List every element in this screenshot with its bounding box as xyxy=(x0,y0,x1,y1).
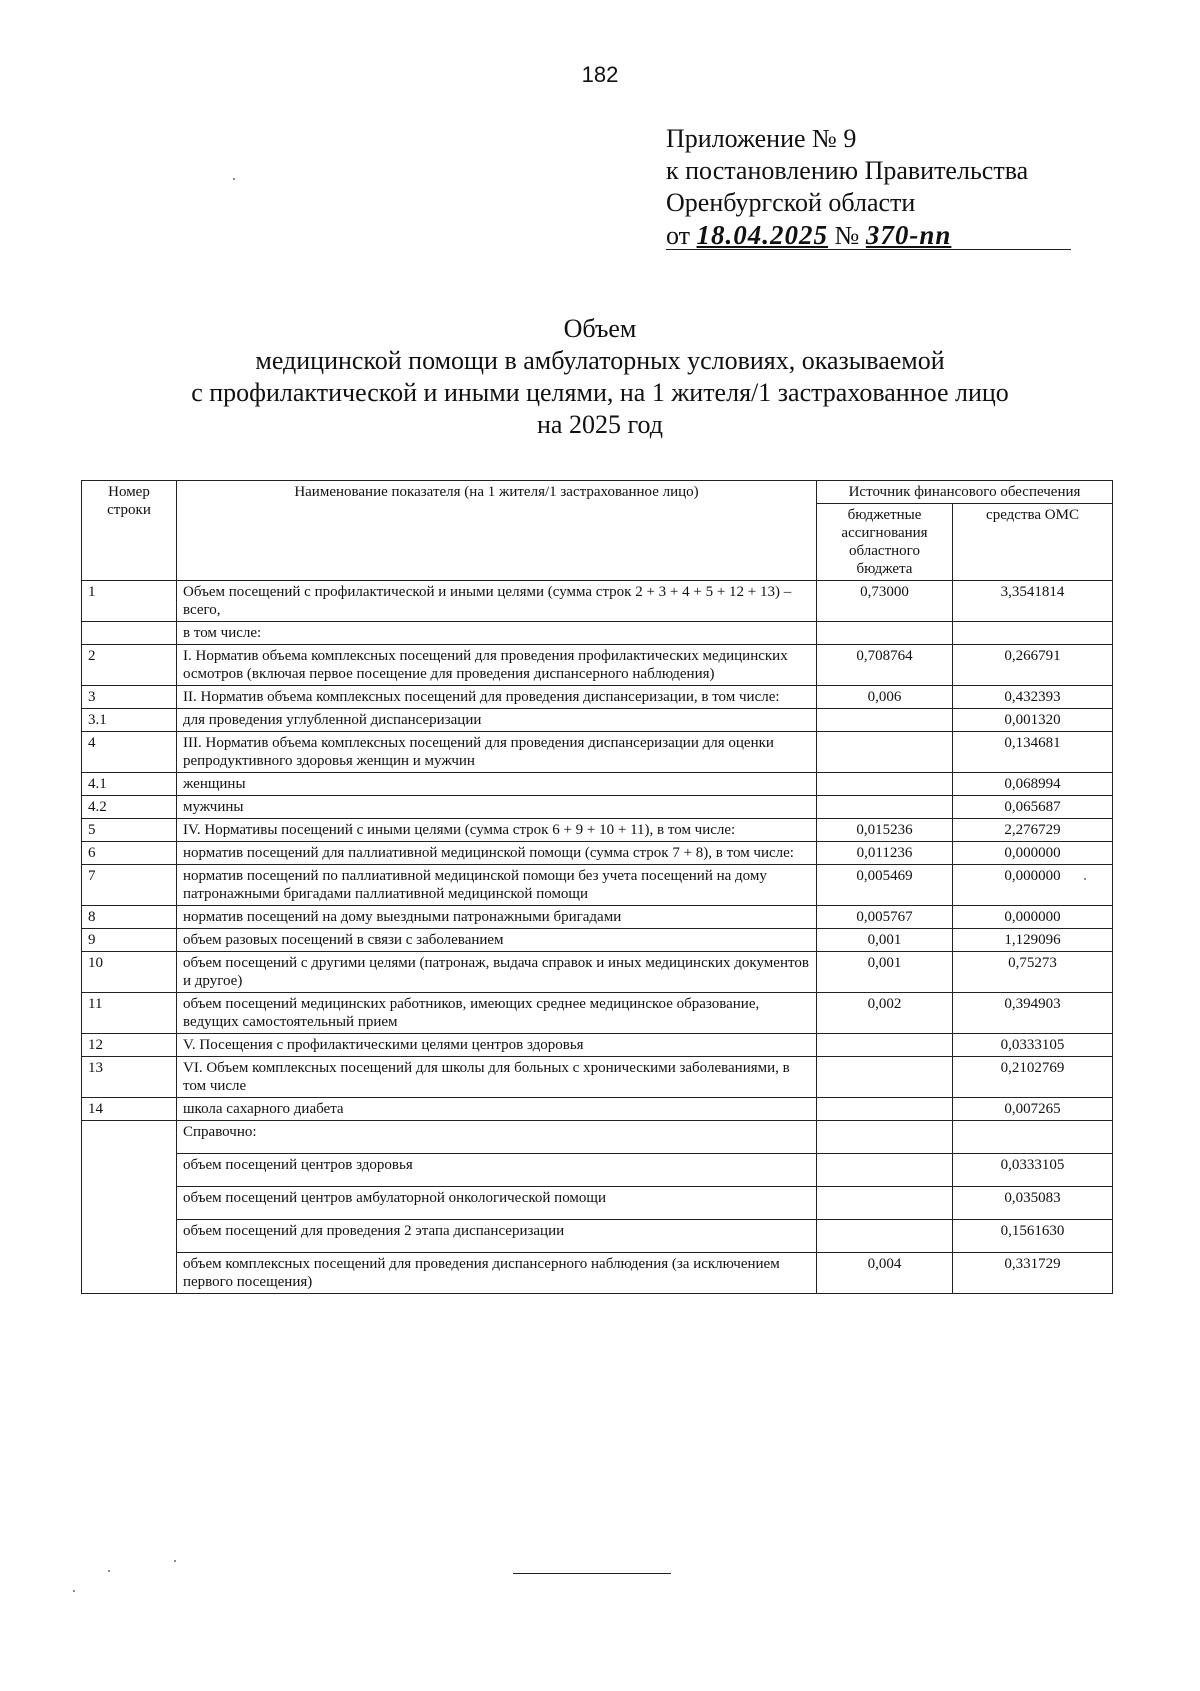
budget-value-cell xyxy=(817,1098,953,1121)
reference-oms-cell xyxy=(953,1121,1113,1154)
appendix-line-1: Приложение № 9 xyxy=(666,124,857,153)
scan-speck xyxy=(233,178,235,180)
budget-value-cell xyxy=(817,1034,953,1057)
reference-number-cell xyxy=(82,1121,177,1294)
table-row xyxy=(82,906,1113,929)
oms-value-cell: 0,068994 xyxy=(953,773,1113,796)
row-number-cell: 4.2 xyxy=(82,796,177,819)
table-row xyxy=(82,1034,1113,1057)
oms-value-cell: 0,394903 xyxy=(953,993,1113,1034)
handwritten-number: 370-пп xyxy=(865,220,952,250)
oms-value-cell: 0,266791 xyxy=(953,645,1113,686)
appendix-line-2: к постановлению Правительства xyxy=(666,156,1029,185)
oms-value-cell: 0,000000 xyxy=(953,842,1113,865)
title-line-3: с профилактической и иными целями, на 1 жителя/1 застрахованное лицо xyxy=(191,378,1009,407)
row-number-cell: 5 xyxy=(82,819,177,842)
row-number-cell: 3.1 xyxy=(82,709,177,732)
oms-value-cell: 0,000000 xyxy=(953,865,1113,906)
resolution-date-number xyxy=(666,219,1071,252)
title-line-1: Объем xyxy=(563,314,637,343)
row-number-cell: 14 xyxy=(82,1098,177,1121)
row-number-cell: 9 xyxy=(82,929,177,952)
signature-underline xyxy=(666,249,1071,250)
table-row xyxy=(82,1057,1113,1098)
reference-oms-cell: 0,035083 xyxy=(953,1187,1113,1220)
budget-value-cell: 0,005469 xyxy=(817,865,953,906)
row-number-cell: 7 xyxy=(82,865,177,906)
reference-budget-cell xyxy=(817,1154,953,1187)
reference-indicator-cell: объем посещений для проведения 2 этапа диспансеризации xyxy=(177,1220,817,1253)
row-number-cell: 1 xyxy=(82,581,177,622)
reference-indicator-cell: объем комплексных посещений для проведения диспансерного наблюдения (за исключением первого посещения) xyxy=(177,1253,817,1294)
reference-oms-cell: 0,0333105 xyxy=(953,1154,1113,1187)
reference-row xyxy=(82,1220,1113,1253)
budget-value-cell: 0,002 xyxy=(817,993,953,1034)
indicator-cell: Объем посещений с профилактической и иными целями (сумма строк 2 + 3 + 4 + 5 + 12 + 13) – всего, xyxy=(177,581,817,622)
row-number-cell xyxy=(82,622,177,645)
oms-value-cell xyxy=(953,622,1113,645)
budget-value-cell: 0,708764 xyxy=(817,645,953,686)
budget-value-cell: 0,001 xyxy=(817,952,953,993)
table-row xyxy=(82,773,1113,796)
indicator-cell: III. Норматив объема комплексных посещений для проведения диспансеризации для оценки репродуктивного здоровья женщин и мужчин xyxy=(177,732,817,773)
indicator-cell: VI. Объем комплексных посещений для школы для больных с хроническими заболеваниями, в том числе xyxy=(177,1057,817,1098)
scan-speck xyxy=(1084,878,1086,880)
handwritten-date: 18.04.2025 xyxy=(696,220,829,250)
row-number-cell: 3 xyxy=(82,686,177,709)
table-row xyxy=(82,865,1113,906)
title-line-4: на 2025 год xyxy=(537,410,663,439)
scan-speck xyxy=(174,1560,176,1562)
oms-value-cell: 1,129096 xyxy=(953,929,1113,952)
indicator-cell: мужчины xyxy=(177,796,817,819)
budget-value-cell xyxy=(817,622,953,645)
table-row xyxy=(82,842,1113,865)
table-row xyxy=(82,929,1113,952)
budget-value-cell: 0,006 xyxy=(817,686,953,709)
reference-oms-cell: 0,1561630 xyxy=(953,1220,1113,1253)
table-row xyxy=(82,952,1113,993)
budget-value-cell xyxy=(817,1057,953,1098)
oms-value-cell: 0,0333105 xyxy=(953,1034,1113,1057)
row-number-cell: 2 xyxy=(82,645,177,686)
indicator-cell: для проведения углубленной диспансеризации xyxy=(177,709,817,732)
row-number-cell: 6 xyxy=(82,842,177,865)
reference-row xyxy=(82,1187,1113,1220)
table-body xyxy=(82,581,1113,1294)
oms-value-cell: 0,007265 xyxy=(953,1098,1113,1121)
indicator-cell: II. Норматив объема комплексных посещений для проведения диспансеризации, в том числе: xyxy=(177,686,817,709)
oms-value-cell: 0,000000 xyxy=(953,906,1113,929)
budget-value-cell: 0,73000 xyxy=(817,581,953,622)
title-line-2: медицинской помощи в амбулаторных условиях, оказываемой xyxy=(255,346,945,375)
scan-speck xyxy=(73,1590,75,1592)
scan-speck xyxy=(108,1570,110,1572)
budget-value-cell: 0,011236 xyxy=(817,842,953,865)
budget-value-cell xyxy=(817,773,953,796)
oms-value-cell: 0,2102769 xyxy=(953,1057,1113,1098)
budget-value-cell xyxy=(817,709,953,732)
date-prefix: от xyxy=(666,221,691,250)
oms-value-cell: 0,75273 xyxy=(953,952,1113,993)
budget-value-cell xyxy=(817,732,953,773)
row-number-cell: 10 xyxy=(82,952,177,993)
table-row xyxy=(82,581,1113,622)
reference-budget-cell xyxy=(817,1187,953,1220)
indicator-cell: школа сахарного диабета xyxy=(177,1098,817,1121)
indicator-cell: I. Норматив объема комплексных посещений для проведения профилактических медицинских осмотров (включая первое посещение для проведения диспансерного наблюдения) xyxy=(177,645,817,686)
row-number-cell: 13 xyxy=(82,1057,177,1098)
oms-value-cell: 0,134681 xyxy=(953,732,1113,773)
budget-value-cell: 0,001 xyxy=(817,929,953,952)
table-row xyxy=(82,819,1113,842)
indicator-cell: норматив посещений на дому выездными патронажными бригадами xyxy=(177,906,817,929)
budget-value-cell: 0,005767 xyxy=(817,906,953,929)
oms-value-cell: 0,432393 xyxy=(953,686,1113,709)
indicator-cell: норматив посещений для паллиативной медицинской помощи (сумма строк 7 + 8), в том числе: xyxy=(177,842,817,865)
reference-row xyxy=(82,1121,1113,1154)
header-budget: бюджетные ассигнования областного бюджета xyxy=(817,504,953,581)
row-number-cell: 4 xyxy=(82,732,177,773)
table-row xyxy=(82,993,1113,1034)
indicator-cell: V. Посещения с профилактическими целями центров здоровья xyxy=(177,1034,817,1057)
oms-value-cell: 3,3541814 xyxy=(953,581,1113,622)
reference-indicator-cell: объем посещений центров амбулаторной онкологической помощи xyxy=(177,1187,817,1220)
table-row xyxy=(82,686,1113,709)
row-number-cell: 8 xyxy=(82,906,177,929)
oms-value-cell: 2,276729 xyxy=(953,819,1113,842)
indicator-cell: объем посещений медицинских работников, имеющих среднее медицинское образование, ведущих самостоятельный прием xyxy=(177,993,817,1034)
table-row xyxy=(82,732,1113,773)
oms-value-cell: 0,065687 xyxy=(953,796,1113,819)
header-row-number: Номер строки xyxy=(82,481,177,581)
indicator-cell: объем посещений с другими целями (патронаж, выдача справок и иных медицинских документов и другое) xyxy=(177,952,817,993)
row-number-cell: 12 xyxy=(82,1034,177,1057)
table-row xyxy=(82,709,1113,732)
indicator-cell: объем разовых посещений в связи с заболеванием xyxy=(177,929,817,952)
closing-rule xyxy=(513,1573,671,1574)
number-prefix: № xyxy=(834,221,860,250)
row-number-cell: 11 xyxy=(82,993,177,1034)
volume-table xyxy=(81,480,1113,1294)
reference-oms-cell: 0,331729 xyxy=(953,1253,1113,1294)
indicator-cell: в том числе: xyxy=(177,622,817,645)
reference-budget-cell: 0,004 xyxy=(817,1253,953,1294)
table-row xyxy=(82,645,1113,686)
reference-row xyxy=(82,1154,1113,1187)
budget-value-cell: 0,015236 xyxy=(817,819,953,842)
reference-indicator-cell: Справочно: xyxy=(177,1121,817,1154)
row-number-cell: 4.1 xyxy=(82,773,177,796)
header-funding-source: Источник финансового обеспечения xyxy=(817,481,1113,504)
appendix-header xyxy=(666,123,1071,252)
reference-budget-cell xyxy=(817,1121,953,1154)
appendix-line-3: Оренбургской области xyxy=(666,188,916,217)
budget-value-cell xyxy=(817,796,953,819)
table-row xyxy=(82,1098,1113,1121)
document-title xyxy=(0,313,1200,441)
header-indicator: Наименование показателя (на 1 жителя/1 застрахованное лицо) xyxy=(177,481,817,581)
indicator-cell: норматив посещений по паллиативной медицинской помощи без учета посещений на дому патронажными бригадами паллиативной медицинской помощи xyxy=(177,865,817,906)
indicator-cell: женщины xyxy=(177,773,817,796)
reference-budget-cell xyxy=(817,1220,953,1253)
table-row xyxy=(82,622,1113,645)
oms-value-cell: 0,001320 xyxy=(953,709,1113,732)
table-row xyxy=(82,796,1113,819)
reference-indicator-cell: объем посещений центров здоровья xyxy=(177,1154,817,1187)
indicator-cell: IV. Нормативы посещений с иными целями (сумма строк 6 + 9 + 10 + 11), в том числе: xyxy=(177,819,817,842)
page-number: 182 xyxy=(581,62,619,87)
header-oms: средства ОМС xyxy=(953,504,1113,581)
reference-row xyxy=(82,1253,1113,1294)
